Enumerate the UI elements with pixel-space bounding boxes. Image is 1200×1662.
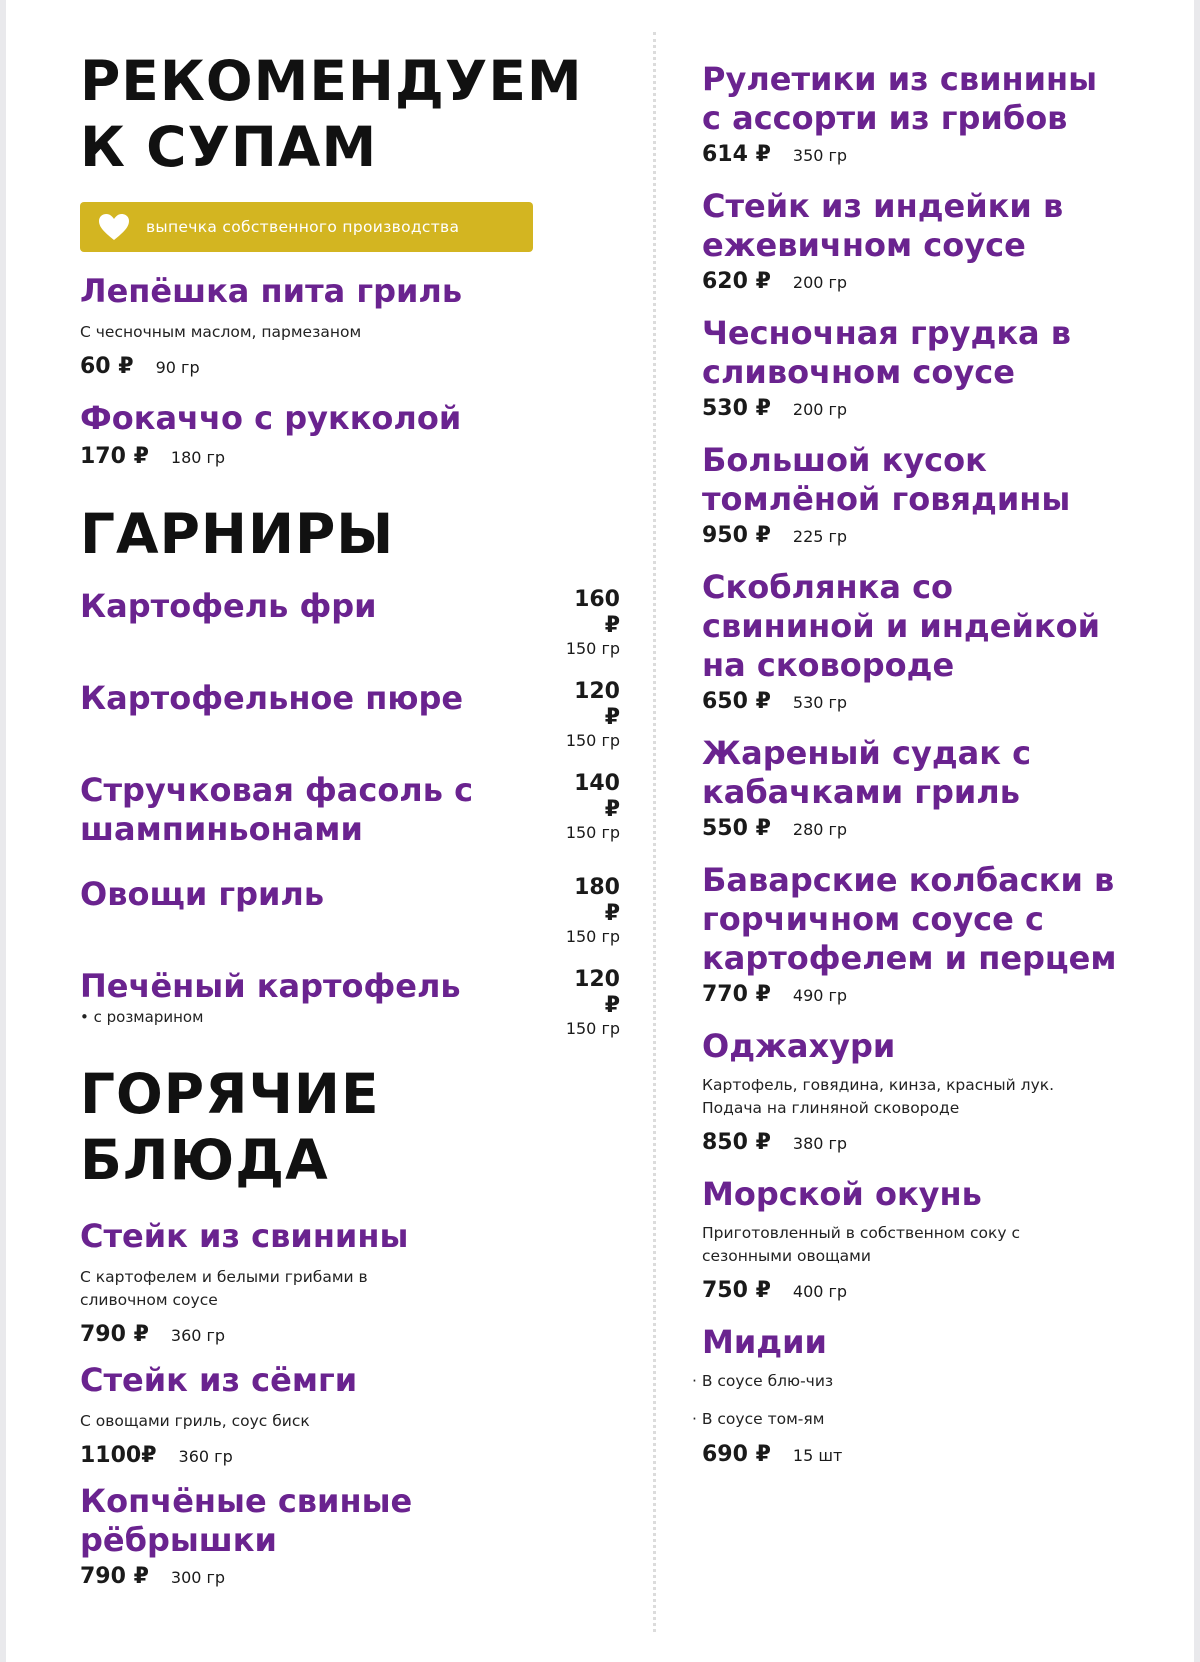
- side-name: Картофель фри: [80, 587, 377, 625]
- dish-weight: 350 гр: [792, 146, 848, 165]
- dish-weight: 200 гр: [792, 400, 848, 419]
- price-row: [80, 1322, 620, 1347]
- section-heading-soups: РЕКОМЕНДУЕМ К СУПАМ: [80, 49, 583, 179]
- dish-weight: 225 гр: [792, 527, 848, 546]
- section-heading-sides: ГАРНИРЫ: [80, 502, 395, 566]
- dish-price: 770 ₽: [702, 982, 771, 1007]
- dish-weight: 360 гр: [178, 1447, 233, 1466]
- dish-price: 550 ₽: [702, 816, 771, 841]
- dish-garlic-breast: [702, 314, 1172, 421]
- dish-pork-steak: [80, 1217, 620, 1347]
- dish-name: Оджахури: [702, 1027, 896, 1065]
- side-weight: 150 гр: [565, 823, 620, 842]
- price-row: [702, 1278, 1172, 1303]
- side-price: 140 ₽: [574, 771, 620, 822]
- dish-sea-bass: [702, 1175, 1172, 1303]
- dish-price: 790 ₽: [80, 1322, 149, 1347]
- side-price-block: [558, 587, 620, 659]
- menu-page: [6, 0, 1194, 1662]
- price-row: [702, 1130, 1172, 1155]
- side-price-block: [558, 679, 620, 751]
- side-name: Печёный картофель: [80, 967, 461, 1005]
- price-row: [80, 354, 620, 379]
- price-row: [702, 142, 1172, 167]
- homemade-bakery-badge: [80, 202, 533, 252]
- dish-description: С чесночным маслом, пармезаном: [80, 323, 362, 341]
- dish-price: 620 ₽: [702, 269, 771, 294]
- side-item: [80, 967, 620, 1039]
- side-price: 160 ₽: [574, 587, 620, 638]
- dish-turkey-steak: [702, 187, 1172, 294]
- dish-price: 850 ₽: [702, 1130, 771, 1155]
- side-note: • с розмарином: [80, 1008, 204, 1026]
- dish-weight: 380 гр: [792, 1134, 848, 1153]
- section-heading-hot: ГОРЯЧИЕ БЛЮДА: [80, 1062, 380, 1192]
- dish-price: 690 ₽: [702, 1442, 771, 1467]
- dish-weight: 200 гр: [792, 273, 848, 292]
- dish-option: · В соусе блю-чиз: [692, 1372, 834, 1390]
- dish-name: Большой кусок томлёной говядины: [702, 441, 1071, 518]
- dish-description: Картофель, говядина, кинза, красный лук. Подача на глиняной сковороде: [702, 1076, 1055, 1117]
- price-row: [702, 396, 1172, 421]
- left-column: [80, 48, 620, 1589]
- heart-icon: [98, 213, 134, 241]
- right-column: [692, 60, 1172, 1487]
- price-row: [702, 816, 1172, 841]
- dish-mussels: [692, 1323, 1172, 1467]
- price-row: [702, 523, 1172, 548]
- dish-beef: [702, 441, 1172, 548]
- dish-name: Лепёшка пита гриль: [80, 272, 463, 310]
- dish-price: 790 ₽: [80, 1564, 149, 1589]
- dish-skoblyanka: [702, 568, 1172, 714]
- dish-salmon-steak: [80, 1361, 620, 1468]
- dish-name: Стейк из сёмги: [80, 1361, 358, 1399]
- price-row: [702, 982, 1172, 1007]
- side-weight: 150 гр: [565, 731, 620, 750]
- price-row: [80, 1443, 620, 1468]
- price-row: [80, 444, 620, 469]
- dish-pork-rolls: [702, 60, 1172, 167]
- side-item: [80, 587, 620, 659]
- side-weight: 150 гр: [565, 639, 620, 658]
- dish-description: С картофелем и белыми грибами в сливочном соусе: [80, 1268, 368, 1309]
- dish-name: Копчёные свиные рёбрышки: [80, 1482, 413, 1559]
- dish-weight: 490 гр: [792, 986, 848, 1005]
- dish-weight: 180 гр: [170, 448, 226, 467]
- dish-price: 950 ₽: [702, 523, 771, 548]
- side-price: 180 ₽: [574, 875, 620, 926]
- dish-name: Стейк из свинины: [80, 1217, 409, 1255]
- side-name: Стручковая фасоль с шампиньонами: [80, 771, 474, 848]
- column-divider: [653, 32, 656, 1632]
- dish-name: Скоблянка со свининой и индейкой на сковороде: [702, 568, 1101, 684]
- badge-label: выпечка собственного производства: [146, 218, 460, 236]
- dish-name: Стейк из индейки в ежевичном соусе: [702, 187, 1064, 264]
- dish-weight: 400 гр: [792, 1282, 848, 1301]
- dish-weight: 300 гр: [170, 1568, 226, 1587]
- dish-zander: [702, 734, 1172, 841]
- sides-list: [80, 587, 620, 1039]
- side-price-block: [558, 771, 620, 849]
- dish-pita: [80, 272, 620, 379]
- side-weight: 150 гр: [565, 927, 620, 946]
- dish-weight: 90 гр: [155, 358, 200, 377]
- price-row: [702, 689, 1172, 714]
- dish-price: 170 ₽: [80, 444, 149, 469]
- price-row: [702, 269, 1172, 294]
- dish-name: Чесночная грудка в сливочном соусе: [702, 314, 1072, 391]
- dish-option: · В соусе том-ям: [692, 1410, 825, 1428]
- dish-name: Жареный судак с кабачками гриль: [702, 734, 1032, 811]
- side-price: 120 ₽: [574, 679, 620, 730]
- dish-description: С овощами гриль, соус биск: [80, 1412, 310, 1430]
- dish-description: Приготовленный в собственном соку с сезонными овощами: [702, 1224, 1020, 1265]
- side-item: [80, 875, 620, 947]
- side-item: [80, 679, 620, 751]
- dish-weight: 530 гр: [792, 693, 848, 712]
- side-price: 120 ₽: [574, 967, 620, 1018]
- dish-name: Рулетики из свинины с ассорти из грибов: [702, 60, 1098, 137]
- dish-bavarian-sausages: [702, 861, 1172, 1007]
- dish-price: 650 ₽: [702, 689, 771, 714]
- dish-price: 1100₽: [80, 1443, 157, 1468]
- dish-price: 750 ₽: [702, 1278, 771, 1303]
- price-row: [702, 1442, 1172, 1467]
- dish-weight: 15 шт: [792, 1446, 843, 1465]
- side-name: Овощи гриль: [80, 875, 325, 913]
- side-name: Картофельное пюре: [80, 679, 464, 717]
- dish-name: Фокаччо с рукколой: [80, 399, 462, 437]
- dish-name: Мидии: [702, 1323, 827, 1361]
- side-price-block: [558, 967, 620, 1039]
- side-weight: 150 гр: [565, 1019, 620, 1038]
- dish-name: Морской окунь: [702, 1175, 982, 1213]
- dish-focaccia: [80, 399, 620, 469]
- dish-odzhakhuri: [702, 1027, 1172, 1155]
- dish-price: 60 ₽: [80, 354, 134, 379]
- dish-name: Баварские колбаски в горчичном соусе с картофелем и перцем: [702, 861, 1117, 977]
- dish-weight: 280 гр: [792, 820, 848, 839]
- dish-price: 530 ₽: [702, 396, 771, 421]
- price-row: [80, 1564, 620, 1589]
- dish-smoked-ribs: [80, 1482, 620, 1589]
- dish-weight: 360 гр: [170, 1326, 226, 1345]
- side-price-block: [558, 875, 620, 947]
- dish-price: 614 ₽: [702, 142, 771, 167]
- side-item: [80, 771, 620, 849]
